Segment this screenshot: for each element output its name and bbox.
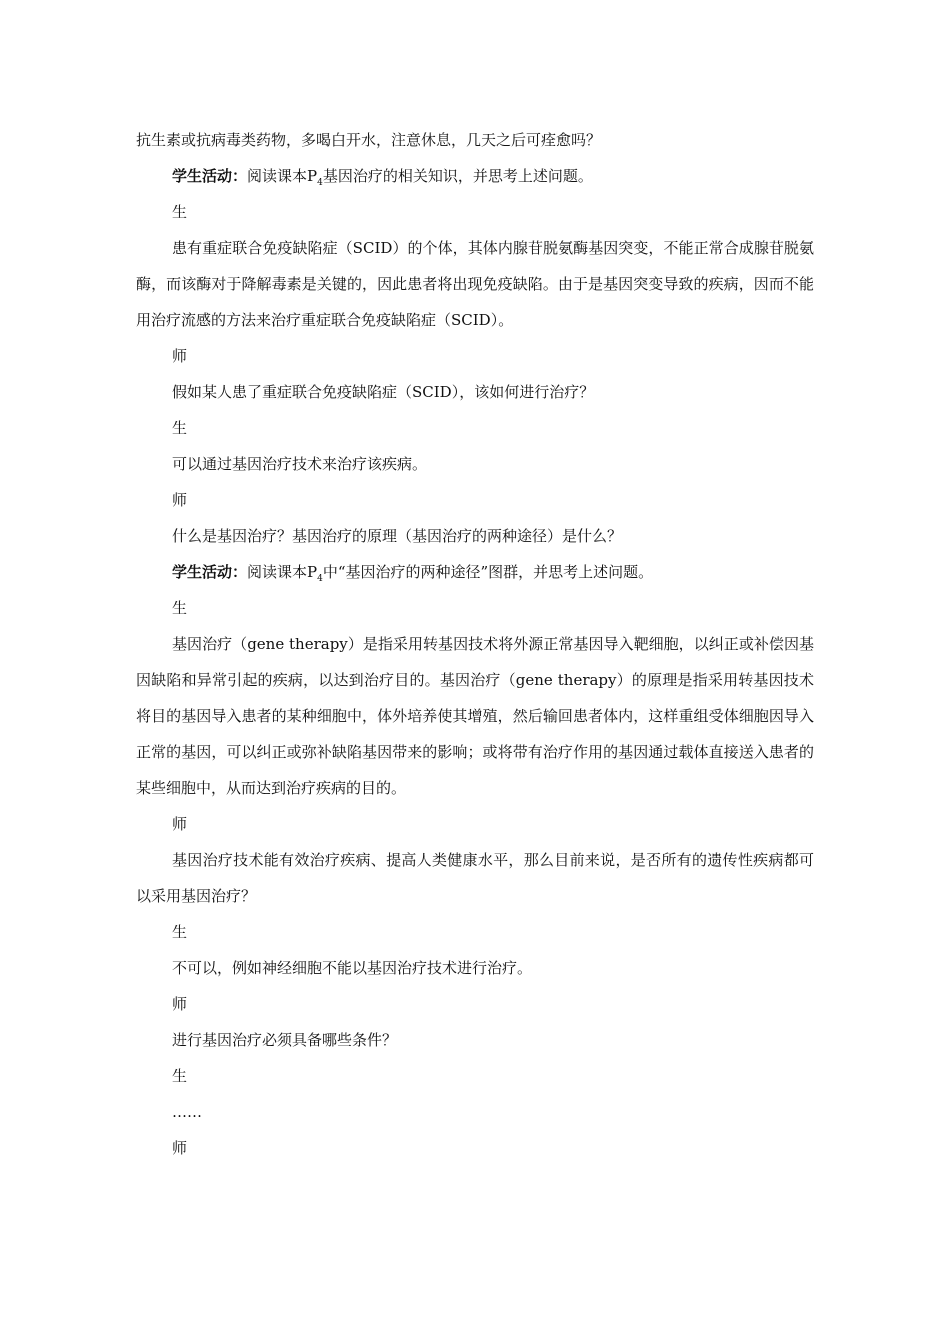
student-activity-paragraph xyxy=(136,158,814,194)
speaker-student: 生 xyxy=(172,1067,188,1085)
paragraph: 假如某人患了重症联合免疫缺陷症（SCID），该如何进行治疗？ xyxy=(172,383,595,401)
student-activity-text-post: 基因治疗的相关知识，并思考上述问题。 xyxy=(322,167,593,185)
paragraph: 基因治疗（gene therapy）是指采用转基因技术将外源正常基因导入靶细胞，以纠正或补偿因基因缺陷和异常引起的疾病，以达到治疗目的。基因治疗（gene therapy）的原理是指采用转基因技术将目的基因导入患者的某种细胞中，体外培养使其增殖，然后输回患者体内，这样重组受体细胞因导入正常的基因，可以纠正或弥补缺陷基因带来的影响；或将带有治疗作用的基因通过载体直接送入患者的某些细胞中，从而达到治疗疾病的目的。 xyxy=(136,635,814,797)
speaker-teacher: 师 xyxy=(172,491,188,509)
speaker-teacher: 师 xyxy=(172,815,188,833)
paragraph: 可以通过基因治疗技术来治疗该疾病。 xyxy=(172,455,428,473)
speaker-student: 生 xyxy=(172,419,188,437)
student-activity-text-pre: 阅读课本P xyxy=(247,167,318,185)
speaker-student: 生 xyxy=(172,923,188,941)
paragraph: 基因治疗技术能有效治疗疾病、提高人类健康水平，那么目前来说，是否所有的遗传性疾病都可以采用基因治疗？ xyxy=(136,851,814,905)
student-activity-paragraph xyxy=(136,554,814,590)
speaker-student: 生 xyxy=(172,203,188,221)
page-number-subscript: 4 xyxy=(317,574,323,584)
speaker-teacher: 师 xyxy=(172,995,188,1013)
student-activity-text-pre: 阅读课本P xyxy=(247,563,318,581)
speaker-teacher: 师 xyxy=(172,1139,188,1157)
student-activity-label: 学生活动： xyxy=(172,563,248,581)
document-body xyxy=(136,122,814,1166)
student-activity-label: 学生活动： xyxy=(172,167,248,185)
student-activity-text-post: 中“基因治疗的两种途径”图群，并思考上述问题。 xyxy=(322,563,654,581)
page-number-subscript: 4 xyxy=(317,178,323,188)
ellipsis-paragraph: …… xyxy=(172,1103,202,1121)
speaker-student: 生 xyxy=(172,599,188,617)
paragraph: 患有重症联合免疫缺陷症（SCID）的个体，其体内腺苷脱氨酶基因突变，不能正常合成腺苷脱氨酶，而该酶对于降解毒素是关键的，因此患者将出现免疫缺陷。由于是基因突变导致的疾病，因而不能用治疗流感的方法来治疗重症联合免疫缺陷症（SCID）。 xyxy=(136,239,814,329)
paragraph: 进行基因治疗必须具备哪些条件？ xyxy=(172,1031,398,1049)
paragraph: 抗生素或抗病毒类药物，多喝白开水，注意休息，几天之后可痊愈吗？ xyxy=(136,131,602,149)
paragraph: 不可以，例如神经细胞不能以基因治疗技术进行治疗。 xyxy=(172,959,533,977)
speaker-teacher: 师 xyxy=(172,347,188,365)
paragraph: 什么是基因治疗？基因治疗的原理（基因治疗的两种途径）是什么？ xyxy=(172,527,623,545)
